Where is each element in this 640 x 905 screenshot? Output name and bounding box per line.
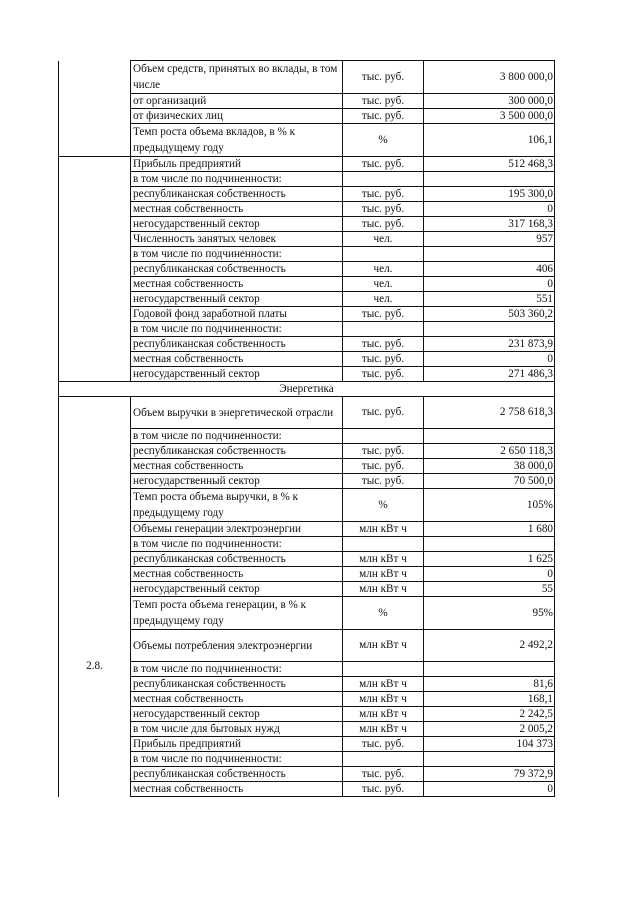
unit-cell: млн кВт ч [343, 692, 424, 707]
unit-cell [343, 429, 424, 444]
table-row [59, 722, 555, 737]
value-cell: 104 373 [424, 737, 555, 752]
unit-cell: тыс. руб. [343, 337, 424, 352]
indicator-name: в том числе по подчиненности: [131, 752, 343, 767]
table-row [59, 489, 555, 522]
unit-cell: % [343, 489, 424, 522]
unit-cell: тыс. руб. [343, 61, 424, 94]
unit-cell: чел. [343, 262, 424, 277]
value-cell: 1 625 [424, 552, 555, 567]
unit-cell [343, 662, 424, 677]
value-cell: 55 [424, 582, 555, 597]
value-cell: 38 000,0 [424, 459, 555, 474]
indicator-name: республиканская собственность [131, 767, 343, 782]
unit-cell: тыс. руб. [343, 352, 424, 367]
unit-cell: тыс. руб. [343, 307, 424, 322]
table-row [59, 662, 555, 677]
table-row [59, 782, 555, 797]
unit-cell: тыс. руб. [343, 367, 424, 382]
unit-cell: тыс. руб. [343, 782, 424, 797]
unit-cell: тыс. руб. [343, 94, 424, 109]
table-row [59, 124, 555, 157]
indicator-name: республиканская собственность [131, 337, 343, 352]
unit-cell: млн кВт ч [343, 567, 424, 582]
indicator-name: Темп роста объема вкладов, в % к предыдущему году [131, 124, 343, 157]
table-row [59, 552, 555, 567]
value-cell: 0 [424, 782, 555, 797]
indicator-name: местная собственность [131, 277, 343, 292]
table-row [59, 262, 555, 277]
unit-cell: тыс. руб. [343, 474, 424, 489]
table-row [59, 429, 555, 444]
indicator-name: в том числе по подчиненности: [131, 429, 343, 444]
value-cell: 231 873,9 [424, 337, 555, 352]
table-row [59, 157, 555, 172]
unit-cell: тыс. руб. [343, 459, 424, 474]
value-cell: 957 [424, 232, 555, 247]
unit-cell: млн кВт ч [343, 630, 424, 662]
indicator-name: республиканская собственность [131, 444, 343, 459]
indicator-name: негосударственный сектор [131, 367, 343, 382]
unit-cell [343, 322, 424, 337]
value-cell [424, 429, 555, 444]
unit-cell: тыс. руб. [343, 217, 424, 232]
table-row [59, 187, 555, 202]
table-row [59, 61, 555, 94]
row-number-cell [59, 61, 131, 157]
value-cell: 300 000,0 [424, 94, 555, 109]
value-cell: 406 [424, 262, 555, 277]
value-cell: 106,1 [424, 124, 555, 157]
indicator-name: Объем выручки в энергетической отрасли [131, 397, 343, 429]
value-cell: 0 [424, 202, 555, 217]
value-cell: 2 242,5 [424, 707, 555, 722]
row-number-cell [59, 157, 131, 382]
table-row [59, 737, 555, 752]
table-row [59, 459, 555, 474]
table-row [59, 109, 555, 124]
value-cell: 2 650 118,3 [424, 444, 555, 459]
value-cell: 2 492,2 [424, 630, 555, 662]
indicator-name: Объемы потребления электроэнергии [131, 630, 343, 662]
table-row [59, 172, 555, 187]
value-cell: 271 486,3 [424, 367, 555, 382]
unit-cell: млн кВт ч [343, 552, 424, 567]
indicator-name: местная собственность [131, 567, 343, 582]
indicator-name: в том числе по подчиненности: [131, 247, 343, 262]
value-cell [424, 537, 555, 552]
unit-cell: чел. [343, 277, 424, 292]
table-row [59, 367, 555, 382]
value-cell: 70 500,0 [424, 474, 555, 489]
indicator-name: местная собственность [131, 202, 343, 217]
value-cell: 3 500 000,0 [424, 109, 555, 124]
unit-cell: млн кВт ч [343, 722, 424, 737]
table-row [59, 630, 555, 662]
section-header-row [59, 382, 555, 397]
section-title: Энергетика [59, 382, 555, 397]
unit-cell [343, 172, 424, 187]
table-row [59, 397, 555, 429]
value-cell: 105% [424, 489, 555, 522]
value-cell: 1 680 [424, 522, 555, 537]
indicator-name: Темп роста объема генерации, в % к предыдущему году [131, 597, 343, 630]
table-row [59, 692, 555, 707]
unit-cell: млн кВт ч [343, 707, 424, 722]
unit-cell: % [343, 597, 424, 630]
value-cell: 0 [424, 352, 555, 367]
indicator-name: в том числе для бытовых нужд [131, 722, 343, 737]
value-cell: 3 800 000,0 [424, 61, 555, 94]
table-row [59, 292, 555, 307]
unit-cell: тыс. руб. [343, 397, 424, 429]
table-row [59, 537, 555, 552]
value-cell: 79 372,9 [424, 767, 555, 782]
row-number-cell [59, 397, 131, 797]
value-cell: 0 [424, 567, 555, 582]
table-row [59, 337, 555, 352]
table-row [59, 277, 555, 292]
unit-cell: млн кВт ч [343, 582, 424, 597]
table-row [59, 752, 555, 767]
value-cell [424, 752, 555, 767]
table-row [59, 767, 555, 782]
indicator-name: Объемы генерации электроэнергии [131, 522, 343, 537]
section-number: 2.8. [86, 660, 103, 672]
indicator-name: республиканская собственность [131, 552, 343, 567]
indicator-name: негосударственный сектор [131, 217, 343, 232]
table-row [59, 232, 555, 247]
value-cell: 95% [424, 597, 555, 630]
table-row [59, 707, 555, 722]
indicator-name: местная собственность [131, 459, 343, 474]
indicator-name: негосударственный сектор [131, 582, 343, 597]
value-cell: 317 168,3 [424, 217, 555, 232]
unit-cell: чел. [343, 292, 424, 307]
table-row [59, 307, 555, 322]
value-cell [424, 172, 555, 187]
value-cell [424, 322, 555, 337]
unit-cell: тыс. руб. [343, 767, 424, 782]
value-cell: 503 360,2 [424, 307, 555, 322]
indicator-name: Прибыль предприятий [131, 737, 343, 752]
unit-cell: тыс. руб. [343, 109, 424, 124]
value-cell: 0 [424, 277, 555, 292]
value-cell: 551 [424, 292, 555, 307]
indicator-name: от организаций [131, 94, 343, 109]
unit-cell: тыс. руб. [343, 202, 424, 217]
indicator-name: Объем средств, принятых во вклады, в том числе [131, 61, 343, 94]
indicator-name: в том числе по подчиненности: [131, 172, 343, 187]
table-row [59, 444, 555, 459]
indicator-name: негосударственный сектор [131, 292, 343, 307]
indicator-name: негосударственный сектор [131, 474, 343, 489]
indicator-name: в том числе по подчиненности: [131, 322, 343, 337]
unit-cell: тыс. руб. [343, 187, 424, 202]
value-cell: 195 300,0 [424, 187, 555, 202]
indicator-name: республиканская собственность [131, 677, 343, 692]
indicator-name: от физических лиц [131, 109, 343, 124]
table-row [59, 677, 555, 692]
table-row [59, 474, 555, 489]
table-row [59, 322, 555, 337]
indicator-name: Годовой фонд заработной платы [131, 307, 343, 322]
table-row [59, 94, 555, 109]
unit-cell: тыс. руб. [343, 737, 424, 752]
indicator-name: республиканская собственность [131, 187, 343, 202]
indicator-name: в том числе по подчиненности: [131, 662, 343, 677]
value-cell: 512 468,3 [424, 157, 555, 172]
indicator-name: местная собственность [131, 782, 343, 797]
value-cell: 168,1 [424, 692, 555, 707]
unit-cell [343, 537, 424, 552]
value-cell: 81,6 [424, 677, 555, 692]
table-row [59, 217, 555, 232]
unit-cell [343, 247, 424, 262]
table-row [59, 597, 555, 630]
unit-cell: млн кВт ч [343, 677, 424, 692]
table-row [59, 352, 555, 367]
indicator-name: в том числе по подчиненности: [131, 537, 343, 552]
value-cell [424, 247, 555, 262]
table-row [59, 247, 555, 262]
indicator-name: Темп роста объема выручки, в % к предыдущему году [131, 489, 343, 522]
indicators-table [58, 60, 555, 797]
indicator-name: негосударственный сектор [131, 707, 343, 722]
unit-cell: тыс. руб. [343, 444, 424, 459]
value-cell: 2 005,2 [424, 722, 555, 737]
unit-cell: % [343, 124, 424, 157]
table-row [59, 567, 555, 582]
unit-cell: тыс. руб. [343, 157, 424, 172]
table-row [59, 202, 555, 217]
indicator-name: республиканская собственность [131, 262, 343, 277]
table-row [59, 522, 555, 537]
unit-cell: чел. [343, 232, 424, 247]
indicator-name: Численность занятых человек [131, 232, 343, 247]
indicator-name: Прибыль предприятий [131, 157, 343, 172]
indicator-name: местная собственность [131, 352, 343, 367]
unit-cell [343, 752, 424, 767]
value-cell [424, 662, 555, 677]
value-cell: 2 758 618,3 [424, 397, 555, 429]
indicator-name: местная собственность [131, 692, 343, 707]
table-row [59, 582, 555, 597]
unit-cell: млн кВт ч [343, 522, 424, 537]
